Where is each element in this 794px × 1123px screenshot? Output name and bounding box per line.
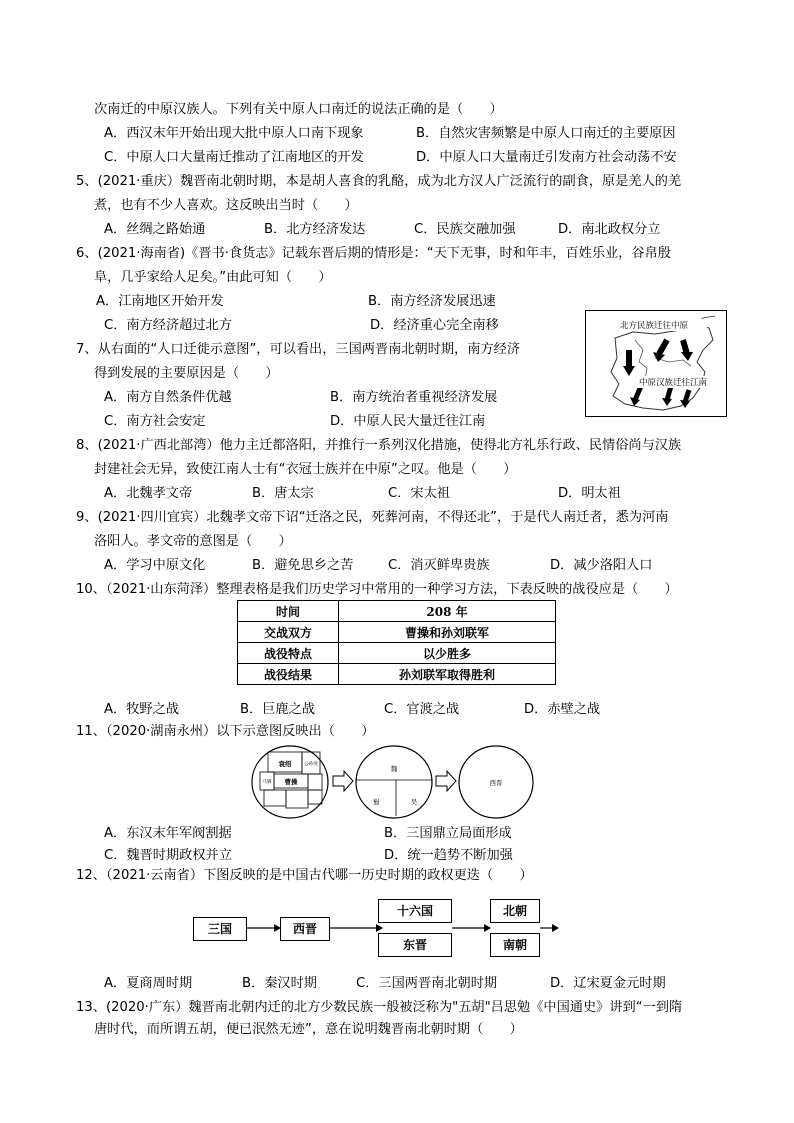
q6-option-d[interactable]: D．经济重心完全南移	[370, 318, 499, 333]
q5-option-c[interactable]: C．民族交融加强	[414, 222, 516, 237]
q13-stem-line2: 唐时代，而所谓五胡，便已泯然无迹”，意在说明魏晋南北朝时期（ ）	[94, 1022, 523, 1037]
q6-option-a[interactable]: A．江南地区开始开发	[96, 294, 224, 309]
map1-label-caocao: 曹操	[284, 778, 298, 786]
q4-option-b[interactable]: B．自然灾害频繁是中原人口南迁的主要原因	[416, 126, 676, 141]
q7-option-d[interactable]: D．中原人民大量迁往江南	[330, 414, 486, 429]
map2-label-wei: 魏	[390, 765, 398, 773]
q5-option-b[interactable]: B．北方经济发达	[264, 222, 366, 237]
table-cell: 以少胜多	[339, 643, 556, 664]
q5-stem-line2: 煮，也有不少人喜欢。这反映出当时（ ）	[94, 198, 358, 213]
q11-option-a[interactable]: A．东汉末年军阀割据	[104, 826, 232, 841]
q12-option-a[interactable]: A．夏商周时期	[104, 976, 193, 991]
box-dongjin: 东晋	[378, 933, 452, 957]
table-cell: 时间	[238, 601, 339, 622]
box-beichao: 北朝	[490, 899, 540, 923]
q4-stem: 次南迁的中原汉族人。下列有关中原人口南迁的说法正确的是（ ）	[94, 102, 503, 117]
q11-option-d[interactable]: D．统一趋势不断加强	[384, 848, 513, 863]
table-row	[238, 622, 556, 643]
q9-option-c[interactable]: C．消灭鲜卑贵族	[388, 558, 490, 573]
q4-option-a[interactable]: A．西汉末年开始出现大批中原人口南下现象	[104, 126, 364, 141]
q10-option-a[interactable]: A．牧野之战	[104, 702, 179, 717]
box-nanchao: 南朝	[490, 933, 540, 957]
table-row	[238, 601, 556, 622]
table-cell: 战役结果	[238, 664, 339, 685]
battle-table	[237, 600, 556, 685]
q5-option-d[interactable]: D．南北政权分立	[558, 222, 661, 237]
map2-label-wu: 吴	[410, 798, 418, 806]
map1-label-gongsundu: 公孙度	[304, 762, 318, 767]
box-xijin: 西晋	[280, 917, 330, 941]
table-cell: 曹操和孙刘联军	[339, 622, 556, 643]
q10-stem: 10、（2021·山东菏泽）整理表格是我们历史学习中常用的一种学习方法，下表反映的战役应是（ ）	[76, 582, 678, 597]
table-cell: 战役特点	[238, 643, 339, 664]
q6-option-c[interactable]: C．南方经济超过北方	[104, 318, 232, 333]
q9-option-b[interactable]: B．避免思乡之苦	[252, 558, 354, 573]
q10-option-c[interactable]: C．官渡之战	[384, 702, 460, 717]
map1-label-yuanshao: 袁绍	[278, 760, 292, 768]
q5-stem-line1: 5、(2021·重庆）魏晋南北朝时期，本是胡人喜食的乳酪，成为北方汉人广泛流行的副食，原是羌人的羌	[76, 174, 682, 189]
q12-option-c[interactable]: C．三国两晋南北朝时期	[356, 976, 498, 991]
table-cell: 交战双方	[238, 622, 339, 643]
table-cell: 208 年	[339, 601, 556, 622]
q7-stem-line1: 7、从右面的“人口迁徙示意图”，可以看出，三国两晋南北朝时期，南方经济	[76, 342, 521, 357]
q9-stem-line2: 洛阳人。孝文帝的意图是（ ）	[94, 534, 292, 549]
box-shiliuguo: 十六国	[378, 899, 452, 923]
q8-option-d[interactable]: D．明太祖	[558, 486, 621, 501]
q7-stem-line2: 得到发展的主要原因是（ ）	[94, 366, 279, 381]
q8-stem-line2: 封建社会无异，致使江南人士有“衣冠士族并在中原”之叹。他是（ ）	[94, 462, 517, 477]
q4-option-c[interactable]: C．中原人口大量南迁推动了江南地区的开发	[104, 150, 364, 165]
q12-option-d[interactable]: D．辽宋夏金元时期	[550, 976, 666, 991]
q12-option-b[interactable]: B．秦汉时期	[242, 976, 317, 991]
map1-label-mateng: 马腾	[262, 780, 272, 785]
q6-stem-line1: 6、(2021·海南省)《晋书·食货志》记载东晋后期的情形是：“天下无事，时和年丰，百姓乐业，谷帛殷	[76, 246, 671, 261]
q8-option-a[interactable]: A．北魏孝文帝	[104, 486, 193, 501]
q6-option-b[interactable]: B．南方经济发展迅速	[368, 294, 496, 309]
q12-stem: 12、（2021·云南省）下图反映的是中国古代哪一历史时期的政权更迭（ ）	[76, 868, 533, 883]
regime-sequence-diagram	[250, 744, 535, 820]
migration-map	[585, 310, 727, 417]
q7-option-c[interactable]: C．南方社会安定	[104, 414, 206, 429]
box-sanguo: 三国	[193, 917, 247, 941]
q7-option-b[interactable]: B．南方统治者重视经济发展	[330, 390, 498, 405]
map-label-north: 北方民族迁往中原	[619, 321, 689, 331]
q9-stem-line1: 9、(2021·四川宜宾）北魏孝文帝下诏“迁洛之民，死葬河南，不得还北”，于是代人南迁者，悉为河南	[76, 510, 669, 525]
q7-option-a[interactable]: A．南方自然条件优越	[104, 390, 232, 405]
map-label-south: 中原汉族迁往江南	[638, 378, 708, 388]
q10-option-b[interactable]: B．巨鹿之战	[240, 702, 315, 717]
q4-option-d[interactable]: D．中原人口大量南迁引发南方社会动荡不安	[416, 150, 677, 165]
q11-option-b[interactable]: B．三国鼎立局面形成	[384, 826, 512, 841]
table-cell: 孙刘联军取得胜利	[339, 664, 556, 685]
q9-option-d[interactable]: D．减少洛阳人口	[550, 558, 653, 573]
map2-label-shu: 蜀	[372, 798, 380, 806]
table-row	[238, 643, 556, 664]
q9-option-a[interactable]: A．学习中原文化	[104, 558, 206, 573]
q5-option-a[interactable]: A．丝绸之路始通	[104, 222, 206, 237]
q11-stem: 11、（2020·湖南永州）以下示意图反映出（ ）	[76, 724, 375, 739]
table-row	[238, 664, 556, 685]
q8-option-b[interactable]: B．唐太宗	[252, 486, 314, 501]
q8-stem-line1: 8、(2021·广西北部湾）他力主迁都洛阳，并推行一系列汉化措施，使得北方礼乐行政、民情俗尚与汉族	[76, 438, 682, 453]
q8-option-c[interactable]: C．宋太祖	[388, 486, 450, 501]
q10-option-d[interactable]: D．赤壁之战	[524, 702, 601, 717]
q6-stem-line2: 阜，几乎家给人足矣。”由此可知（ ）	[94, 270, 332, 285]
q13-stem-line1: 13、(2020·广东）魏晋南北朝内迁的北方少数民族一般被泛称为"五胡"吕思勉《中国通史》讲到“一到隋	[76, 1000, 683, 1015]
map3-label-xijin: 西晋	[489, 779, 503, 787]
q11-option-c[interactable]: C．魏晋时期政权并立	[104, 848, 232, 863]
